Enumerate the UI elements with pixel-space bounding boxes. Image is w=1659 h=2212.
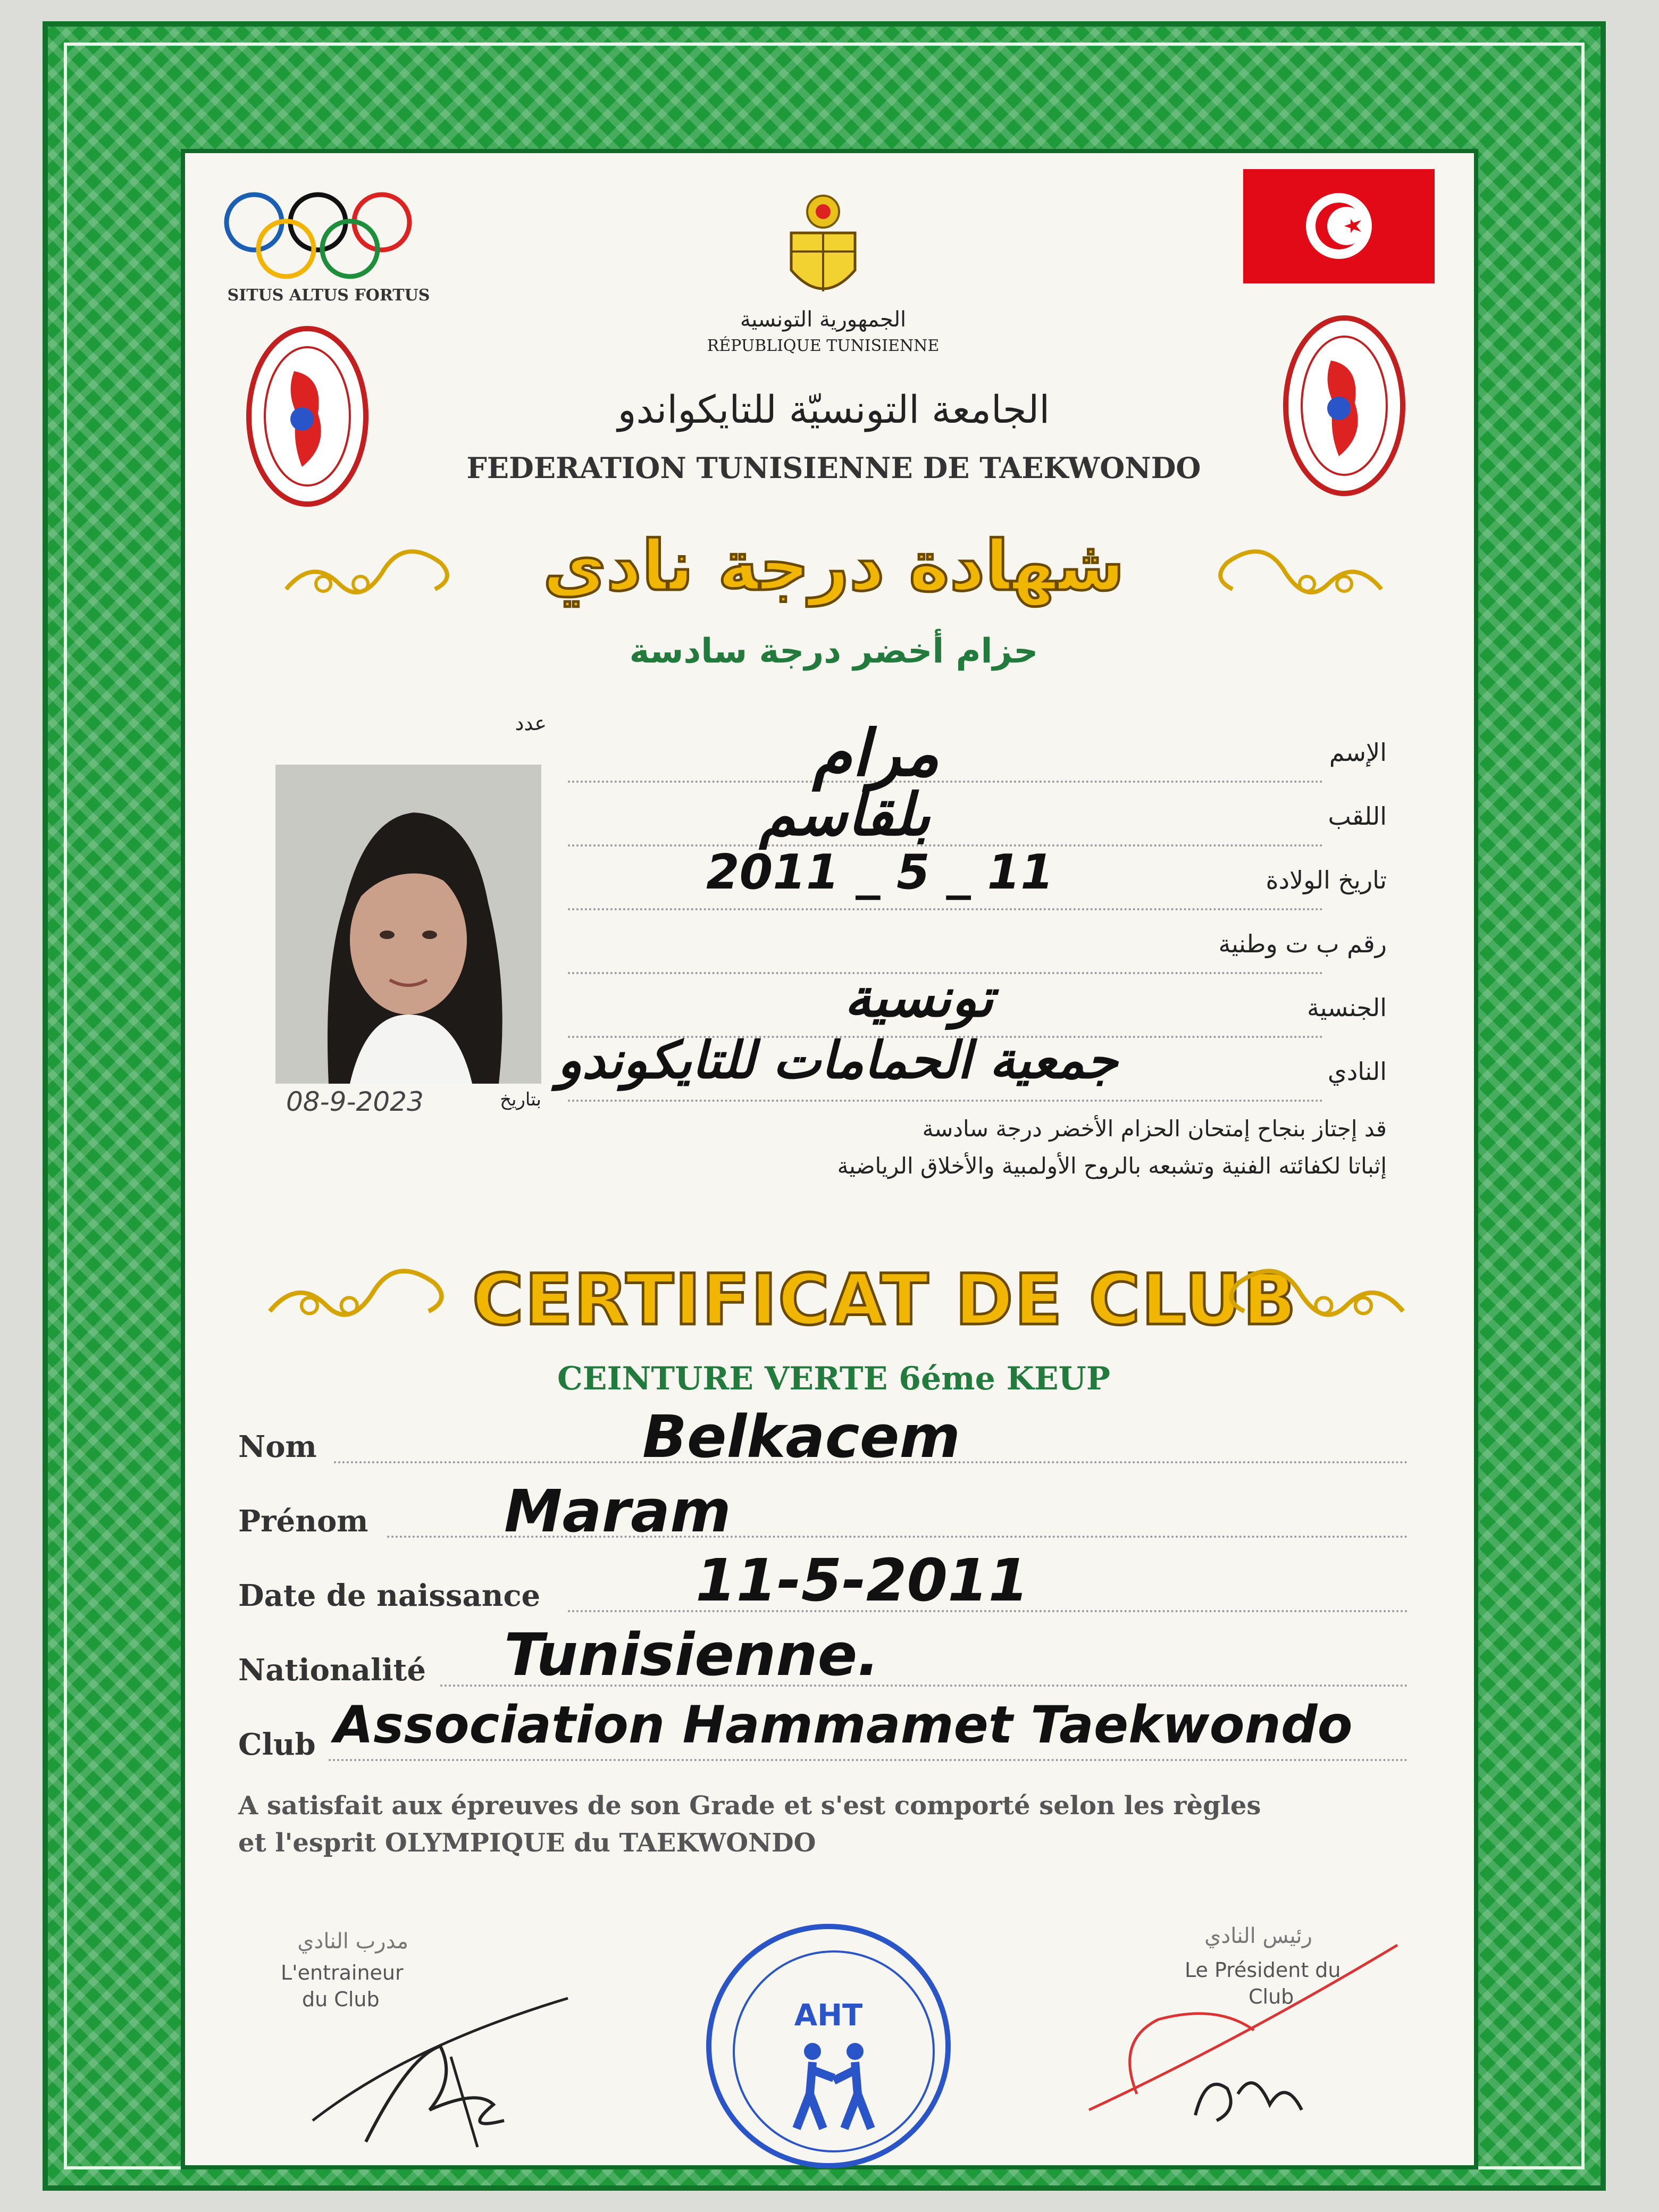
- stamp-label: AHT: [794, 1998, 863, 2033]
- arabic-statement-line1: قد إجتاز بنجاح إمتحان الحزام الأخضر درجة سادسة: [922, 1116, 1387, 1142]
- republic-french: RÉPUBLIQUE TUNISIENNE: [707, 337, 940, 355]
- republic-arabic: الجمهورية التونسية: [740, 307, 907, 332]
- dotted-line: [568, 781, 1323, 783]
- ornament-swirl-right-2: [1211, 1243, 1413, 1328]
- olympic-motto: SITUS ALTUS FORTUS: [227, 286, 430, 305]
- federation-emblem-left: [244, 323, 371, 509]
- dotted-line: [329, 1759, 1408, 1761]
- field-label: Nationalité: [238, 1653, 426, 1688]
- field-value: مرام: [812, 717, 940, 791]
- field-label: Club: [238, 1727, 316, 1762]
- field-label: Date de naissance: [238, 1578, 541, 1613]
- field-label: الإسم: [1329, 738, 1387, 767]
- federation-french: FEDERATION TUNISIENNE DE TAEKWONDO: [466, 451, 1201, 485]
- number-label: عدد: [515, 711, 547, 735]
- french-statement-line1: A satisfait aux épreuves de son Grade et s'est comporté selon les règles: [238, 1791, 1261, 1821]
- coach-title-french-line1: L'entraineur: [281, 1961, 404, 1984]
- coat-of-arms-emblem: [781, 190, 866, 307]
- student-photo: [275, 765, 541, 1084]
- field-value: 2011 _ 5 _ 11: [706, 844, 1054, 900]
- field-value: تونسية: [844, 967, 994, 1029]
- field-label: النادي: [1327, 1057, 1387, 1086]
- field-value: Association Hammamet Taekwondo: [334, 1695, 1353, 1755]
- arabic-belt-subtitle: حزام أخضر درجة سادسة: [629, 632, 1038, 671]
- french-certificate-title: CERTIFICAT DE CLUB: [472, 1259, 1297, 1341]
- president-title-french-line2: Club: [1249, 1985, 1294, 2008]
- french-statement-line2: et l'esprit OLYMPIQUE du TAEKWONDO: [238, 1828, 816, 1858]
- field-label: الجنسية: [1307, 993, 1387, 1022]
- field-label: اللقب: [1328, 802, 1387, 831]
- federation-emblem-right: [1280, 313, 1408, 499]
- coach-title-french-line2: du Club: [302, 1988, 380, 2011]
- photo-date-value: 08-9-2023: [286, 1086, 424, 1117]
- field-value: بلقاسم: [759, 781, 931, 849]
- field-value: جمعية الحمامات للتايكوندو: [557, 1030, 1118, 1090]
- ornament-swirl-left: [281, 525, 462, 605]
- field-label: Prénom: [238, 1504, 368, 1539]
- field-value: Maram: [504, 1477, 731, 1545]
- president-signature: [1078, 1934, 1408, 2136]
- field-label: Nom: [238, 1429, 317, 1464]
- field-value: Tunisienne.: [504, 1621, 879, 1689]
- french-belt-subtitle: CEINTURE VERTE 6éme KEUP: [557, 1360, 1110, 1397]
- stamp-inner-ring: [733, 1950, 935, 2152]
- field-label: رقم ب ت وطنية: [1218, 929, 1387, 958]
- ornament-swirl-right: [1206, 525, 1387, 605]
- tunisia-flag-icon: [1243, 169, 1435, 283]
- field-value: Belkacem: [642, 1403, 960, 1471]
- coach-title-arabic: مدرب النادي: [297, 1929, 408, 1954]
- arabic-statement-line2: إثباتا لكفائته الفنية وتشبعه بالروح الأولمبية والأخلاق الرياضية: [837, 1153, 1387, 1179]
- federation-arabic: الجامعة التونسيّة للتايكواندو: [617, 387, 1050, 432]
- field-value: 11-5-2011: [696, 1546, 1029, 1614]
- president-title-french-line1: Le Président du: [1185, 1958, 1341, 1982]
- dotted-line: [568, 908, 1323, 910]
- certificate-paper: [181, 149, 1478, 2169]
- field-label: تاريخ الولادة: [1266, 866, 1387, 894]
- ornament-swirl-left-2: [259, 1243, 462, 1328]
- dotted-line: [568, 1100, 1323, 1102]
- president-title-arabic: رئيس النادي: [1204, 1924, 1312, 1948]
- club-stamp: [706, 1924, 951, 2168]
- arabic-certificate-title: شهادة درجة نادي: [542, 525, 1125, 606]
- coach-signature: [302, 1993, 579, 2152]
- photo-date-label: بتاريخ: [500, 1089, 541, 1110]
